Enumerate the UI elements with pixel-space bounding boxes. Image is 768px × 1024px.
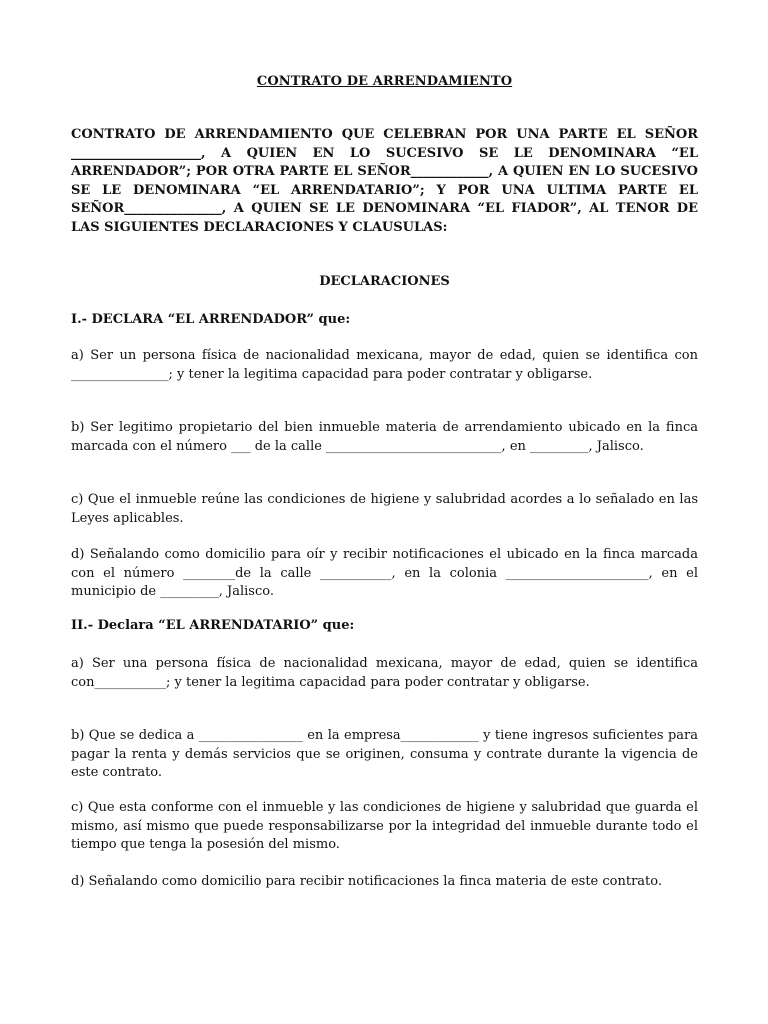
declaraciones-heading: DECLARACIONES <box>319 274 450 289</box>
arrendador-clause-c: c) Que el inmueble reúne las condiciones de higiene y salubridad acordes a lo señalado en las Leyes aplicables. <box>71 492 698 526</box>
document-title: CONTRATO DE ARRENDAMIENTO <box>256 74 513 89</box>
arrendatario-clause-a: a) Ser una persona física de nacionalidad mexicana, mayor de edad, quien se identifica con___________; y tener la legitima capacidad para poder contratar y obligarse. <box>71 656 698 690</box>
arrendador-clause-a: a) Ser un persona física de nacionalidad mexicana, mayor de edad, quien se identifica con _______________; y tener la legitima capacidad para poder contratar y obligarse. <box>71 348 698 382</box>
arrendador-clause-d: d) Señalando como domicilio para oír y recibir notificaciones el ubicado en la finca marcada con el número ________de la calle ___________, en la colonia ______________________, en el municipio de _________, Jalisco. <box>71 547 698 599</box>
intro-paragraph: CONTRATO DE ARRENDAMIENTO QUE CELEBRAN POR UNA PARTE EL SEÑOR ____________________, A QUIEN EN LO SUCESIVO SE LE DENOMINARA “EL ARRENDADOR”; POR OTRA PARTE EL SEÑOR____________, A QUIEN EN LO SUCESIVO SE LE DENOMINARA “EL ARRENDATARIO”; Y POR UNA ULTIMA PARTE EL SEÑOR_______________, A QUIEN SE LE DENOMINARA “EL FIADOR”, AL TENOR DE LAS SIGUIENTES DECLARACIONES Y CLAUSULAS: <box>71 127 698 235</box>
arrendatario-clause-b: b) Que se dedica a ________________ en la empresa____________ y tiene ingresos suficientes para pagar la renta y demás servicios que se originen, consuma y contrate durante la vigencia de este contrato. <box>71 728 698 780</box>
arrendatario-clause-c: c) Que esta conforme con el inmueble y las condiciones de higiene y salubridad que guarda el mismo, así mismo que puede responsabilizarse por la integridad del inmueble durante todo el tiempo que tenga la posesión del mismo. <box>71 800 698 852</box>
arrendatario-clause-d: d) Señalando como domicilio para recibir notificaciones la finca materia de este contrato. <box>71 874 662 889</box>
arrendador-clause-b: b) Ser legitimo propietario del bien inmueble materia de arrendamiento ubicado en la finca marcada con el número ___ de la calle ___________________________, en _________, Jalisco. <box>71 420 698 454</box>
arrendatario-heading: II.- Declara “EL ARRENDATARIO” que: <box>71 618 355 633</box>
arrendador-heading: I.- DECLARA “EL ARRENDADOR” que: <box>71 312 351 327</box>
